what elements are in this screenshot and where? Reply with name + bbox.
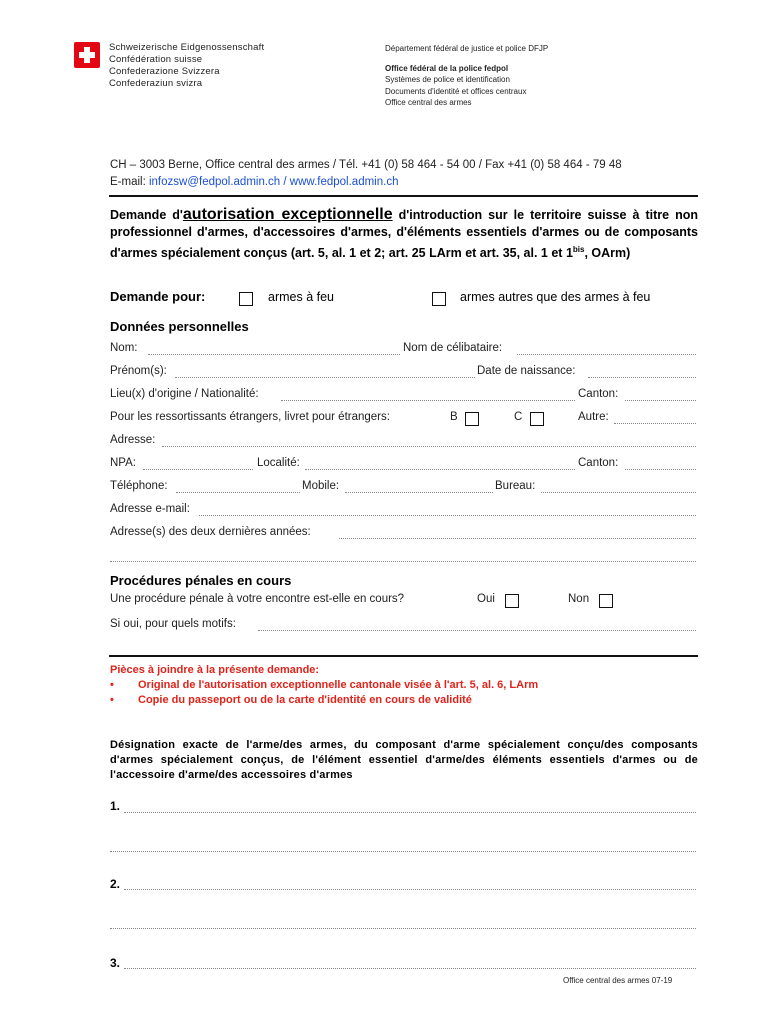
telephone-label: Téléphone:	[110, 480, 168, 492]
penal-heading: Procédures pénales en cours	[110, 573, 292, 588]
request-label: Demande pour:	[110, 289, 206, 304]
previous-addresses-label: Adresse(s) des deux dernières années:	[110, 526, 311, 538]
email-label: E-mail:	[110, 176, 149, 188]
canton-field[interactable]	[625, 400, 696, 401]
non-label: Non	[568, 593, 590, 605]
npa-field[interactable]	[143, 469, 253, 470]
nom-celibataire-field[interactable]	[517, 354, 696, 355]
office-name: Office fédéral de la police fedpol	[385, 63, 509, 73]
confederation-fr: Confédération suisse	[109, 54, 203, 65]
lieu-origine-field[interactable]	[281, 400, 575, 401]
divider	[109, 655, 698, 657]
confederation-de: Schweizerische Eidgenossenschaft	[109, 42, 265, 53]
attachment-item: Original de l'autorisation exceptionnelle cantonale visée à l'art. 5, al. 6, LArm	[138, 679, 539, 691]
mobile-label: Mobile:	[302, 480, 340, 492]
form-title: Demande d'autorisation exceptionnelle d'introduction sur le territoire suisse à titre non professionnel d'armes, d'accessoires d'armes, d'éléments essentiels d'armes ou de composants d'armes spécialement conçus (art. 5, al. 1 et 2; art. 25 LArm et art. 35, al. 1 et $1^{bis}$, OArm)	[110, 206, 698, 261]
office-line: Documents d'identité et offices centraux	[385, 86, 527, 96]
email-address-field[interactable]	[199, 515, 696, 516]
oui-checkbox[interactable]	[505, 594, 519, 608]
office-line: Systèmes de police et identification	[385, 75, 510, 84]
confederation-rm: Confederaziun svizra	[109, 78, 203, 89]
contact-address: CH – 3003 Berne, Office central des armes / Tél. +41 (0) 58 464 - 54 00 / Fax +41 (0) 58 464 - 79 48	[110, 159, 622, 171]
swiss-cross-logo	[74, 42, 100, 68]
email-link[interactable]: infozsw@fedpol.admin.ch	[148, 176, 281, 188]
canton-label: Canton:	[578, 457, 619, 469]
other-weapons-checkbox[interactable]	[432, 292, 446, 306]
firearms-checkbox[interactable]	[239, 292, 253, 306]
website-link[interactable]: www.fedpol.admin.ch	[289, 176, 399, 188]
attachment-item: Copie du passeport ou de la carte d'identité en cours de validité	[138, 694, 472, 706]
department-block	[385, 43, 548, 109]
nom-field[interactable]	[148, 354, 400, 355]
contact-block: CH – 3003 Berne, Office central des armes / Tél. +41 (0) 58 464 - 54 00 / Fax +41 (0) 58 464 - 79 48 E-mail: infozsw@fedpol.admin.ch / www.fedpol.admin.ch	[110, 159, 622, 188]
office-line: Office central des armes	[385, 98, 472, 107]
firearms-label: armes à feu	[268, 290, 335, 304]
date-naissance-label: Date de naissance:	[477, 365, 576, 377]
nom-celibataire-label: Nom de célibataire:	[403, 342, 503, 354]
confederation-it: Confederazione Svizzera	[109, 66, 220, 77]
footer-text: Office central des armes 07-19	[563, 976, 673, 985]
item-2-field[interactable]	[124, 889, 696, 890]
adresse-label: Adresse:	[110, 434, 156, 446]
other-weapons-label: armes autres que des armes à feu	[460, 290, 651, 304]
telephone-field[interactable]	[176, 492, 300, 493]
livret-etrangers-label: Pour les ressortissants étrangers, livret pour étrangers:	[110, 411, 390, 423]
item-3-field[interactable]	[124, 968, 696, 969]
mobile-field[interactable]	[345, 492, 493, 493]
localite-field[interactable]	[305, 469, 575, 470]
item-2-field-line2[interactable]	[110, 928, 696, 929]
designation-instructions: Désignation exacte de l'arme/des armes, du composant d'arme spécialement conçu/des composants d'armes spécialement conçus, de l'élément essentiel d'arme/des éléments essentiels d'armes ou de l'accessoire d'arme/des accessoires d'armes	[110, 739, 698, 781]
livret-c-checkbox[interactable]	[530, 412, 544, 426]
item-1-field[interactable]	[124, 812, 696, 813]
divider	[109, 195, 698, 197]
npa-label: NPA:	[110, 457, 136, 469]
department-name: Département fédéral de justice et police DFJP	[385, 44, 549, 53]
oui-label: Oui	[477, 593, 495, 605]
title-emphasis: autorisation exceptionnelle	[182, 206, 393, 223]
livret-b-checkbox[interactable]	[465, 412, 479, 426]
canton-label: Canton:	[578, 388, 619, 400]
adresse-field[interactable]	[162, 446, 696, 447]
motifs-field[interactable]	[258, 630, 696, 631]
nom-label: Nom:	[110, 342, 138, 354]
prenoms-label: Prénom(s):	[110, 365, 167, 377]
motifs-label: Si oui, pour quels motifs:	[110, 618, 236, 630]
email-address-label: Adresse e-mail:	[110, 503, 190, 515]
date-naissance-field[interactable]	[588, 377, 696, 378]
bureau-field[interactable]	[541, 492, 696, 493]
item-number-2: 2.	[110, 877, 121, 891]
canton-field[interactable]	[625, 469, 696, 470]
localite-label: Localité:	[257, 457, 300, 469]
item-number-3: 3.	[110, 956, 121, 970]
autre-field[interactable]	[614, 423, 696, 424]
prenoms-field[interactable]	[175, 377, 475, 378]
confederation-names	[109, 42, 264, 90]
autre-label: Autre:	[578, 411, 609, 423]
personal-data-heading: Données personnelles	[110, 319, 249, 334]
non-checkbox[interactable]	[599, 594, 613, 608]
lieu-origine-label: Lieu(x) d'origine / Nationalité:	[110, 388, 259, 400]
livret-c-label: C	[514, 411, 523, 423]
previous-addresses-field-line2[interactable]	[110, 561, 696, 562]
bureau-label: Bureau:	[495, 480, 536, 492]
item-1-field-line2[interactable]	[110, 851, 696, 852]
previous-addresses-field[interactable]	[339, 538, 696, 539]
item-number-1: 1.	[110, 799, 121, 813]
livret-b-label: B	[450, 411, 458, 423]
penal-question: Une procédure pénale à votre encontre est-elle en cours?	[110, 593, 405, 605]
attachments-heading: Pièces à joindre à la présente demande:	[110, 664, 320, 676]
